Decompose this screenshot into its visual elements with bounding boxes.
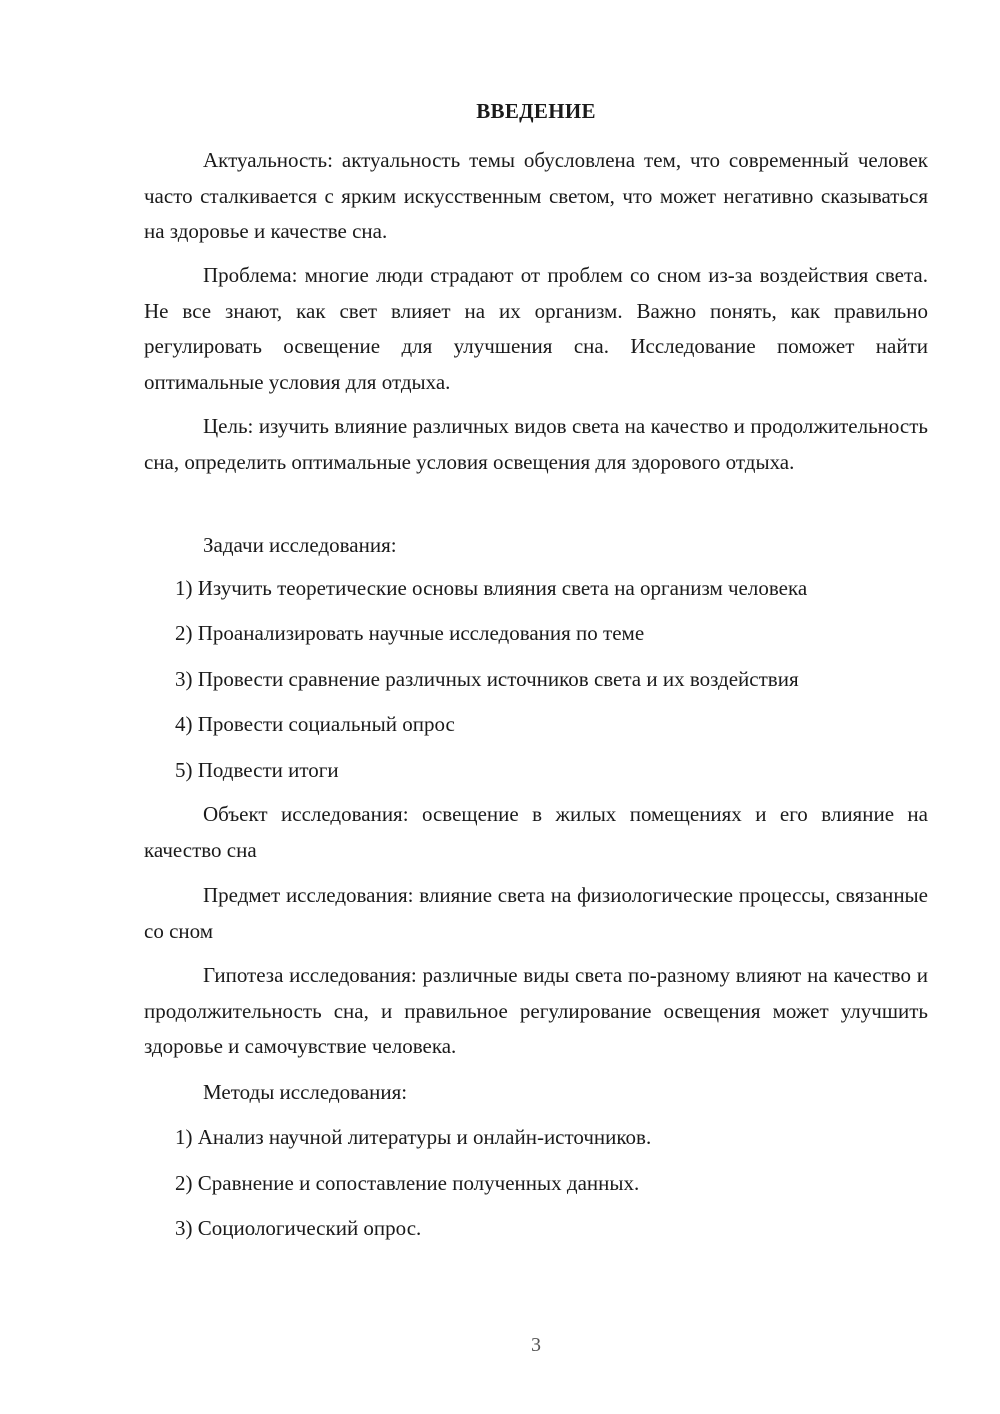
task-item: 5) Подвести итоги bbox=[175, 758, 339, 782]
hypothesis-paragraph: Гипотеза исследования: различные виды света по-разному влияют на качество и продолжительность сна, и правильное регулирование освещения может улучшить здоровье и самочувствие человека. bbox=[144, 963, 928, 1058]
problem-paragraph: Проблема: многие люди страдают от проблем со сном из-за воздействия света. Не все знают, как свет влияет на их организм. Важно понять, как правильно регулировать освещение для улучшения сна. Исследование поможет найти оптимальные условия для отдыха. bbox=[144, 263, 928, 394]
method-item: 2) Сравнение и сопоставление полученных данных. bbox=[175, 1171, 640, 1195]
task-item: 2) Проанализировать научные исследования по теме bbox=[175, 621, 645, 645]
page-title: ВВЕДЕНИЕ bbox=[476, 99, 596, 123]
task-item: 1) Изучить теоретические основы влияния света на организм человека bbox=[175, 576, 808, 600]
method-item: 3) Социологический опрос. bbox=[175, 1216, 422, 1240]
methods-heading: Методы исследования: bbox=[203, 1080, 408, 1104]
task-item: 4) Провести социальный опрос bbox=[175, 712, 455, 736]
goal-paragraph: Цель: изучить влияние различных видов света на качество и продолжительность сна, определить оптимальные условия освещения для здорового отдыха. bbox=[144, 414, 928, 474]
relevance-paragraph: Актуальность: актуальность темы обусловлена тем, что современный человек часто сталкивается с ярким искусственным светом, что может негативно сказываться на здоровье и качестве сна. bbox=[144, 148, 928, 243]
task-item: 3) Провести сравнение различных источников света и их воздействия bbox=[175, 667, 799, 691]
method-item: 1) Анализ научной литературы и онлайн-источников. bbox=[175, 1125, 652, 1149]
tasks-heading: Задачи исследования: bbox=[203, 533, 397, 557]
page-number: 3 bbox=[531, 1334, 541, 1356]
object-paragraph: Объект исследования: освещение в жилых помещениях и его влияние на качество сна bbox=[144, 802, 928, 862]
subject-paragraph: Предмет исследования: влияние света на физиологические процессы, связанные со сном bbox=[144, 883, 928, 943]
document-page bbox=[144, 0, 928, 1414]
